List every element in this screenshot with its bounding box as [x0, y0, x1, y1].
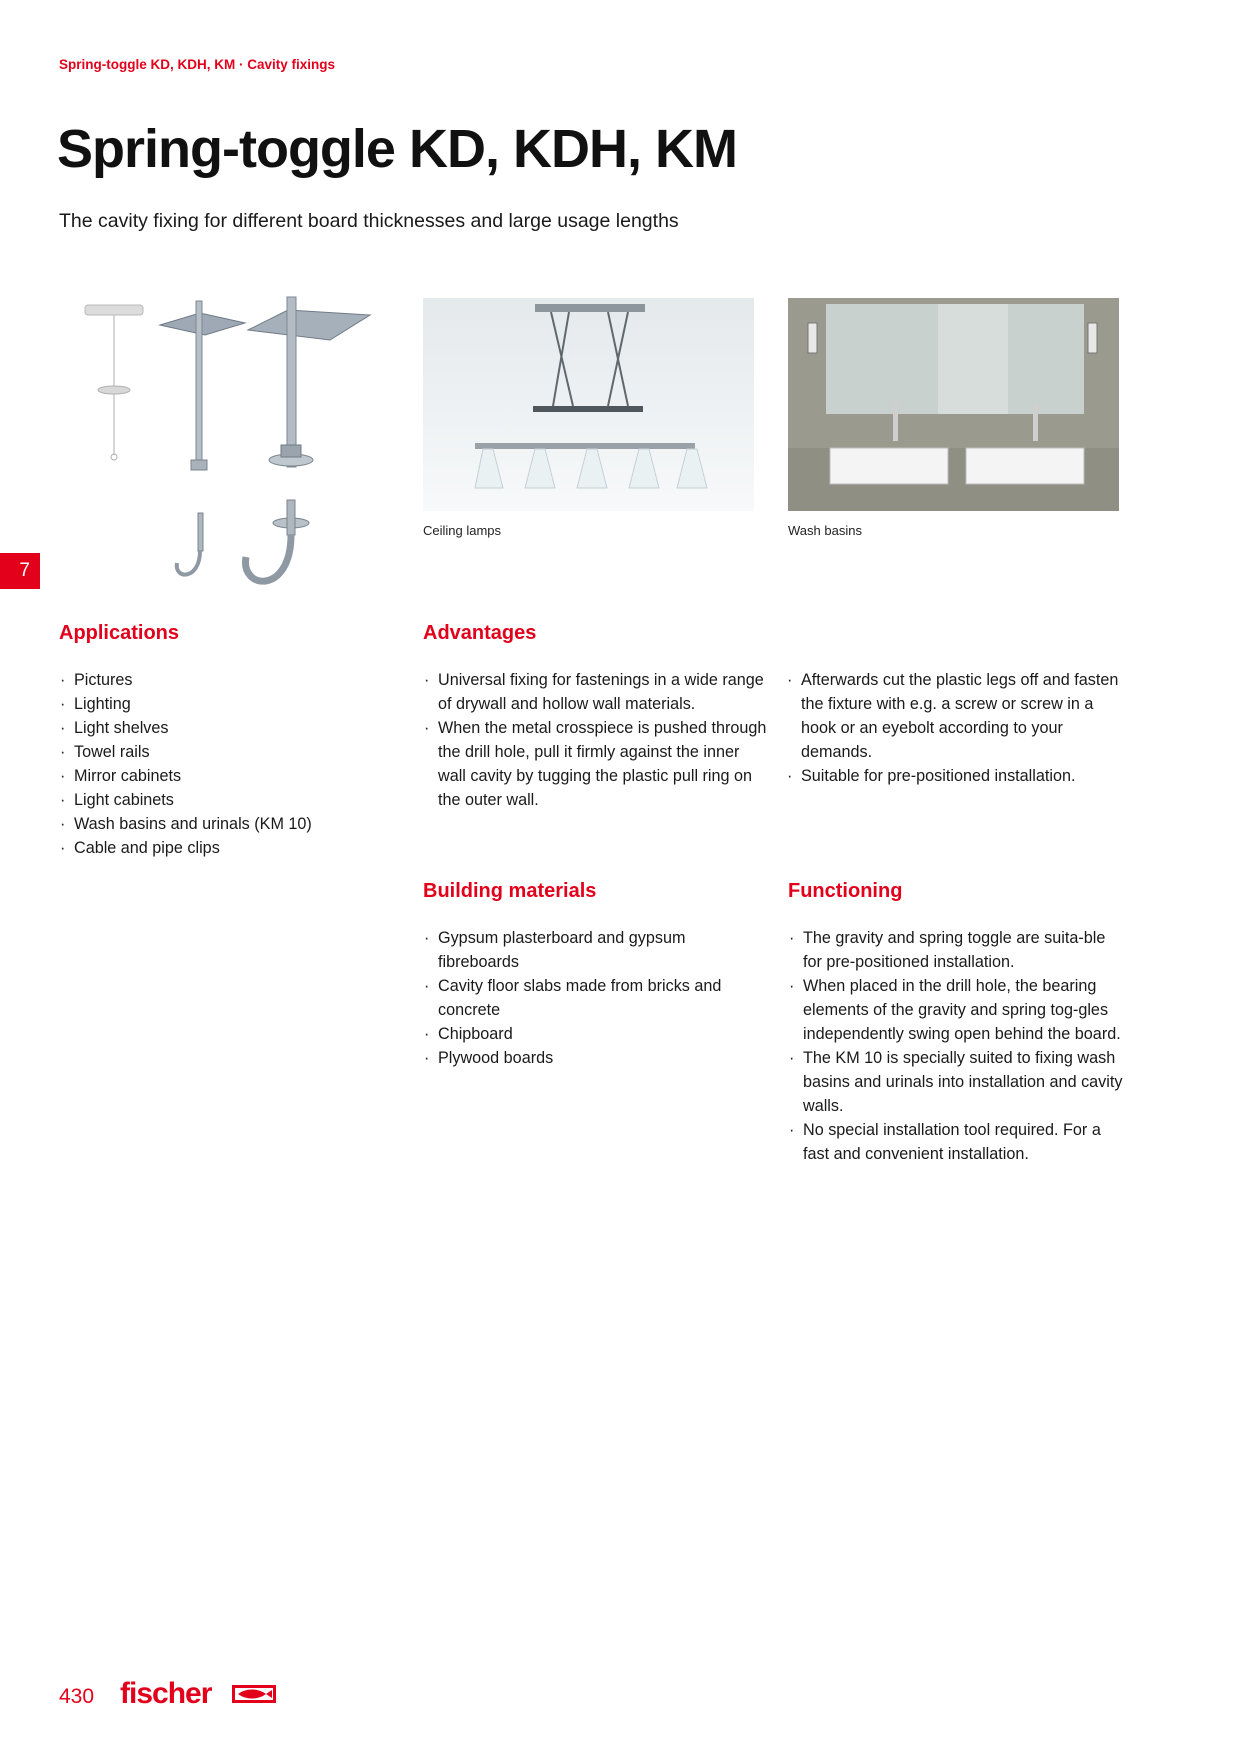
list-item: · Plywood boards — [423, 1046, 768, 1070]
page-title: Spring-toggle KD, KDH, KM — [57, 119, 737, 179]
applications-heading: Applications — [59, 622, 180, 644]
wash-basins-caption: Wash basins — [788, 523, 862, 538]
list-item: · Universal fixing for fastenings in a wide range of drywall and hollow wall materials. — [423, 668, 768, 716]
list-item: · Pictures — [59, 668, 379, 692]
advantages-heading: Advantages — [423, 622, 537, 644]
list-item: · Gypsum plasterboard and gypsum fibreboards — [423, 926, 768, 974]
list-item: · Suitable for pre-positioned installation. — [786, 764, 1126, 788]
list-item: · Light shelves — [59, 716, 379, 740]
list-item: · Cavity floor slabs made from bricks and concrete — [423, 974, 768, 1022]
page-subtitle: The cavity fixing for different board thicknesses and large usage lengths — [59, 210, 679, 232]
list-item: · Towel rails — [59, 740, 379, 764]
list-item: · When placed in the drill hole, the bearing elements of the gravity and spring tog-gles independently swing open behind the board. — [788, 974, 1128, 1046]
list-item: · No special installation tool required. For a fast and convenient installation. — [788, 1118, 1128, 1166]
breadcrumb: Spring-toggle KD, KDH, KM · Cavity fixings — [59, 57, 336, 72]
list-item: · Lighting — [59, 692, 379, 716]
building-materials-heading: Building materials — [423, 880, 597, 902]
list-item: · Cable and pipe clips — [59, 836, 379, 860]
list-item: · Chipboard — [423, 1022, 768, 1046]
ceiling-lamps-caption: Ceiling lamps — [423, 523, 502, 538]
list-item: · Wash basins and urinals (KM 10) — [59, 812, 379, 836]
list-item: · Light cabinets — [59, 788, 379, 812]
chapter-tab[interactable]: 7 — [0, 553, 40, 589]
applications-list — [59, 668, 379, 860]
product-image-toggles — [70, 295, 380, 605]
functioning-heading: Functioning — [788, 880, 903, 902]
advantages-list-right — [786, 668, 1126, 788]
list-item: · Mirror cabinets — [59, 764, 379, 788]
fish-logo-icon — [232, 1685, 276, 1708]
brand-logo: fischer — [120, 1677, 212, 1710]
advantages-list-left — [423, 668, 768, 812]
list-item: · When the metal crosspiece is pushed through the drill hole, pull it firmly against the inner wall cavity by tugging the plastic pull ring on the outer wall. — [423, 716, 768, 812]
functioning-list — [788, 926, 1128, 1166]
building-materials-list — [423, 926, 768, 1070]
list-item: · Afterwards cut the plastic legs off and fasten the fixture with e.g. a screw or screw in a hook or an eyebolt according to your demands. — [786, 668, 1126, 764]
page-number: 430 — [59, 1685, 95, 1708]
list-item: · The KM 10 is specially suited to fixing wash basins and urinals into installation and cavity walls. — [788, 1046, 1128, 1118]
ceiling-lamps-image — [423, 298, 754, 511]
list-item: · The gravity and spring toggle are suita-ble for pre-positioned installation. — [788, 926, 1128, 974]
wash-basins-image — [788, 298, 1119, 511]
